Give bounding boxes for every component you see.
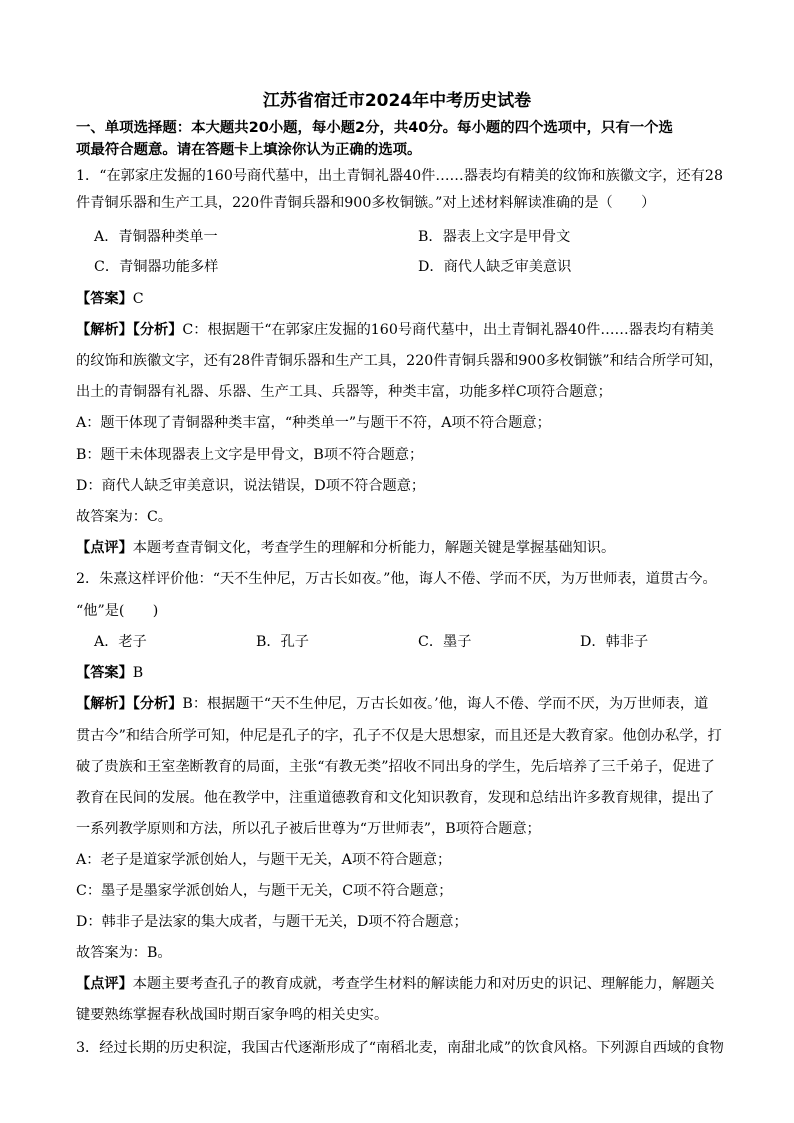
analysis-text: C：根据题干“在郭家庄发掘的160号商代墓中，出土青铜礼器40件……器表均有精美 (182, 322, 714, 338)
q3-stem-line-1: 3．经过长期的历史积淀，我国古代逐渐形成了“南稻北麦，南甜北咸”的饮食风格。下列源自西域的食物 (76, 1040, 724, 1056)
answer-value: B (132, 665, 144, 681)
q2-stem-line-2: “他”是( ) (76, 603, 159, 619)
comment-tag: 【点评】 (76, 976, 133, 992)
comment-text: 本题考查青铜文化，考查学生的理解和分析能力，解题关键是掌握基础知识。 (132, 540, 616, 556)
q1-stem-line-1: 1．“在郭家庄发掘的160号商代墓中，出土青铜礼器40件……器表均有精美的纹饰和族徽文字，还有28 (76, 168, 723, 184)
q2-option-a: A．老子 (94, 634, 147, 650)
q1-analysis-line-5: B：题干未体现器表上文字是甲骨文，B项不符合题意； (76, 447, 424, 463)
q2-analysis-line-3: 破了贵族和王室垄断教育的局面，主张“有教无类”招收不同出身的学生，先后培养了三千弟子，促进了 (76, 759, 715, 775)
q1-analysis-line-2: 的纹饰和族徽文字，还有28件青铜乐器和生产工具，220件青铜兵器和900多枚铜镞”和结合所学可知， (76, 353, 723, 369)
q1-conclusion: 故答案为：C。 (76, 509, 172, 525)
q1-option-b: B．器表上文字是甲骨文 (418, 229, 571, 245)
analysis-tag: 【解析】【分析】 (76, 322, 183, 338)
q1-stem-line-2: 件青铜乐器和生产工具，220件青铜兵器和900多枚铜镞。”对上述材料解读准确的是（ ） (76, 195, 656, 211)
q1-analysis-line-1 (76, 320, 714, 340)
q1-option-a: A．青铜器种类单一 (94, 229, 218, 245)
q2-analysis-line-4: 教育在民间的发展。他在教学中，注重道德教育和文化知识教育，发现和总结出许多教育规律，提出了 (76, 790, 715, 806)
q1-option-d: D．商代人缺乏审美意识 (418, 259, 572, 275)
q2-option-d: D．韩非子 (580, 634, 649, 650)
q2-analysis-line-8: D：韩非子是法家的集大成者，与题干无关，D项不符合题意； (76, 914, 468, 930)
q2-analysis-line-2: 贯古今”和结合所学可知，仲尼是孔子的字，孔子不仅是大思想家，而且还是大教育家。他创办私学，打 (76, 728, 722, 744)
answer-value: C (132, 291, 144, 307)
section-heading-line-2: 项最符合题意。请在答题卡上填涂你认为正确的选项。 (76, 142, 422, 158)
answer-tag: 【答案】 (76, 665, 133, 681)
comment-tag: 【点评】 (76, 540, 133, 556)
exam-title: 江苏省宿迁市2024年中考历史试卷 (262, 91, 532, 111)
q1-analysis-line-3: 出土的青铜器有礼器、乐器、生产工具、兵器等，种类丰富，功能多样C项符合题意； (76, 384, 612, 400)
q2-option-b: B．孔子 (256, 634, 309, 650)
q2-comment-line-1 (76, 974, 714, 994)
analysis-text: B：根据题干“天不生仲尼，万古长如夜。’他，诲人不倦、学而不厌，为万世师表，道 (182, 696, 709, 712)
answer-tag: 【答案】 (76, 291, 133, 307)
q2-analysis-line-1 (76, 694, 708, 714)
q1-option-c: C．青铜器功能多样 (94, 259, 219, 275)
q2-conclusion: 故答案为：B。 (76, 945, 172, 961)
q1-analysis-line-6: D：商代人缺乏审美意识，说法错误，D项不符合题意； (76, 478, 426, 494)
q2-stem-line-1: 2．朱熹这样评价他：“天不生仲尼，万古长如夜。”他，诲人不倦、学而不厌，为万世师表，道贯古今。 (76, 571, 717, 587)
q2-analysis-line-5: 一系列教学原则和方法，所以孔子被后世尊为“万世师表”，B项符合题意； (76, 821, 541, 837)
q2-analysis-line-6: A：老子是道家学派创始人，与题干无关，A项不符合题意； (76, 852, 452, 868)
q2-comment-line-2: 键要熟练掌握春秋战国时期百家争鸣的相关史实。 (76, 1007, 389, 1023)
q2-analysis-line-7: C：墨子是墨家学派创始人，与题干无关，C项不符合题意； (76, 883, 453, 899)
comment-text: 本题主要考查孔子的教育成就，考查学生材料的解读能力和对历史的识记、理解能力，解题关 (132, 976, 715, 992)
q2-answer (76, 663, 143, 683)
section-heading-line-1: 一、单项选择题：本大题共20小题，每小题2分，共40分。每小题的四个选项中，只有一个选 (76, 120, 673, 136)
q1-analysis-line-4: A：题干体现了青铜器种类丰富，“种类单一”与题干不符，A项不符合题意； (76, 415, 551, 431)
q1-answer (76, 289, 144, 309)
analysis-tag: 【解析】【分析】 (76, 696, 183, 712)
q2-option-c: C．墨子 (418, 634, 472, 650)
q1-comment (76, 538, 615, 558)
